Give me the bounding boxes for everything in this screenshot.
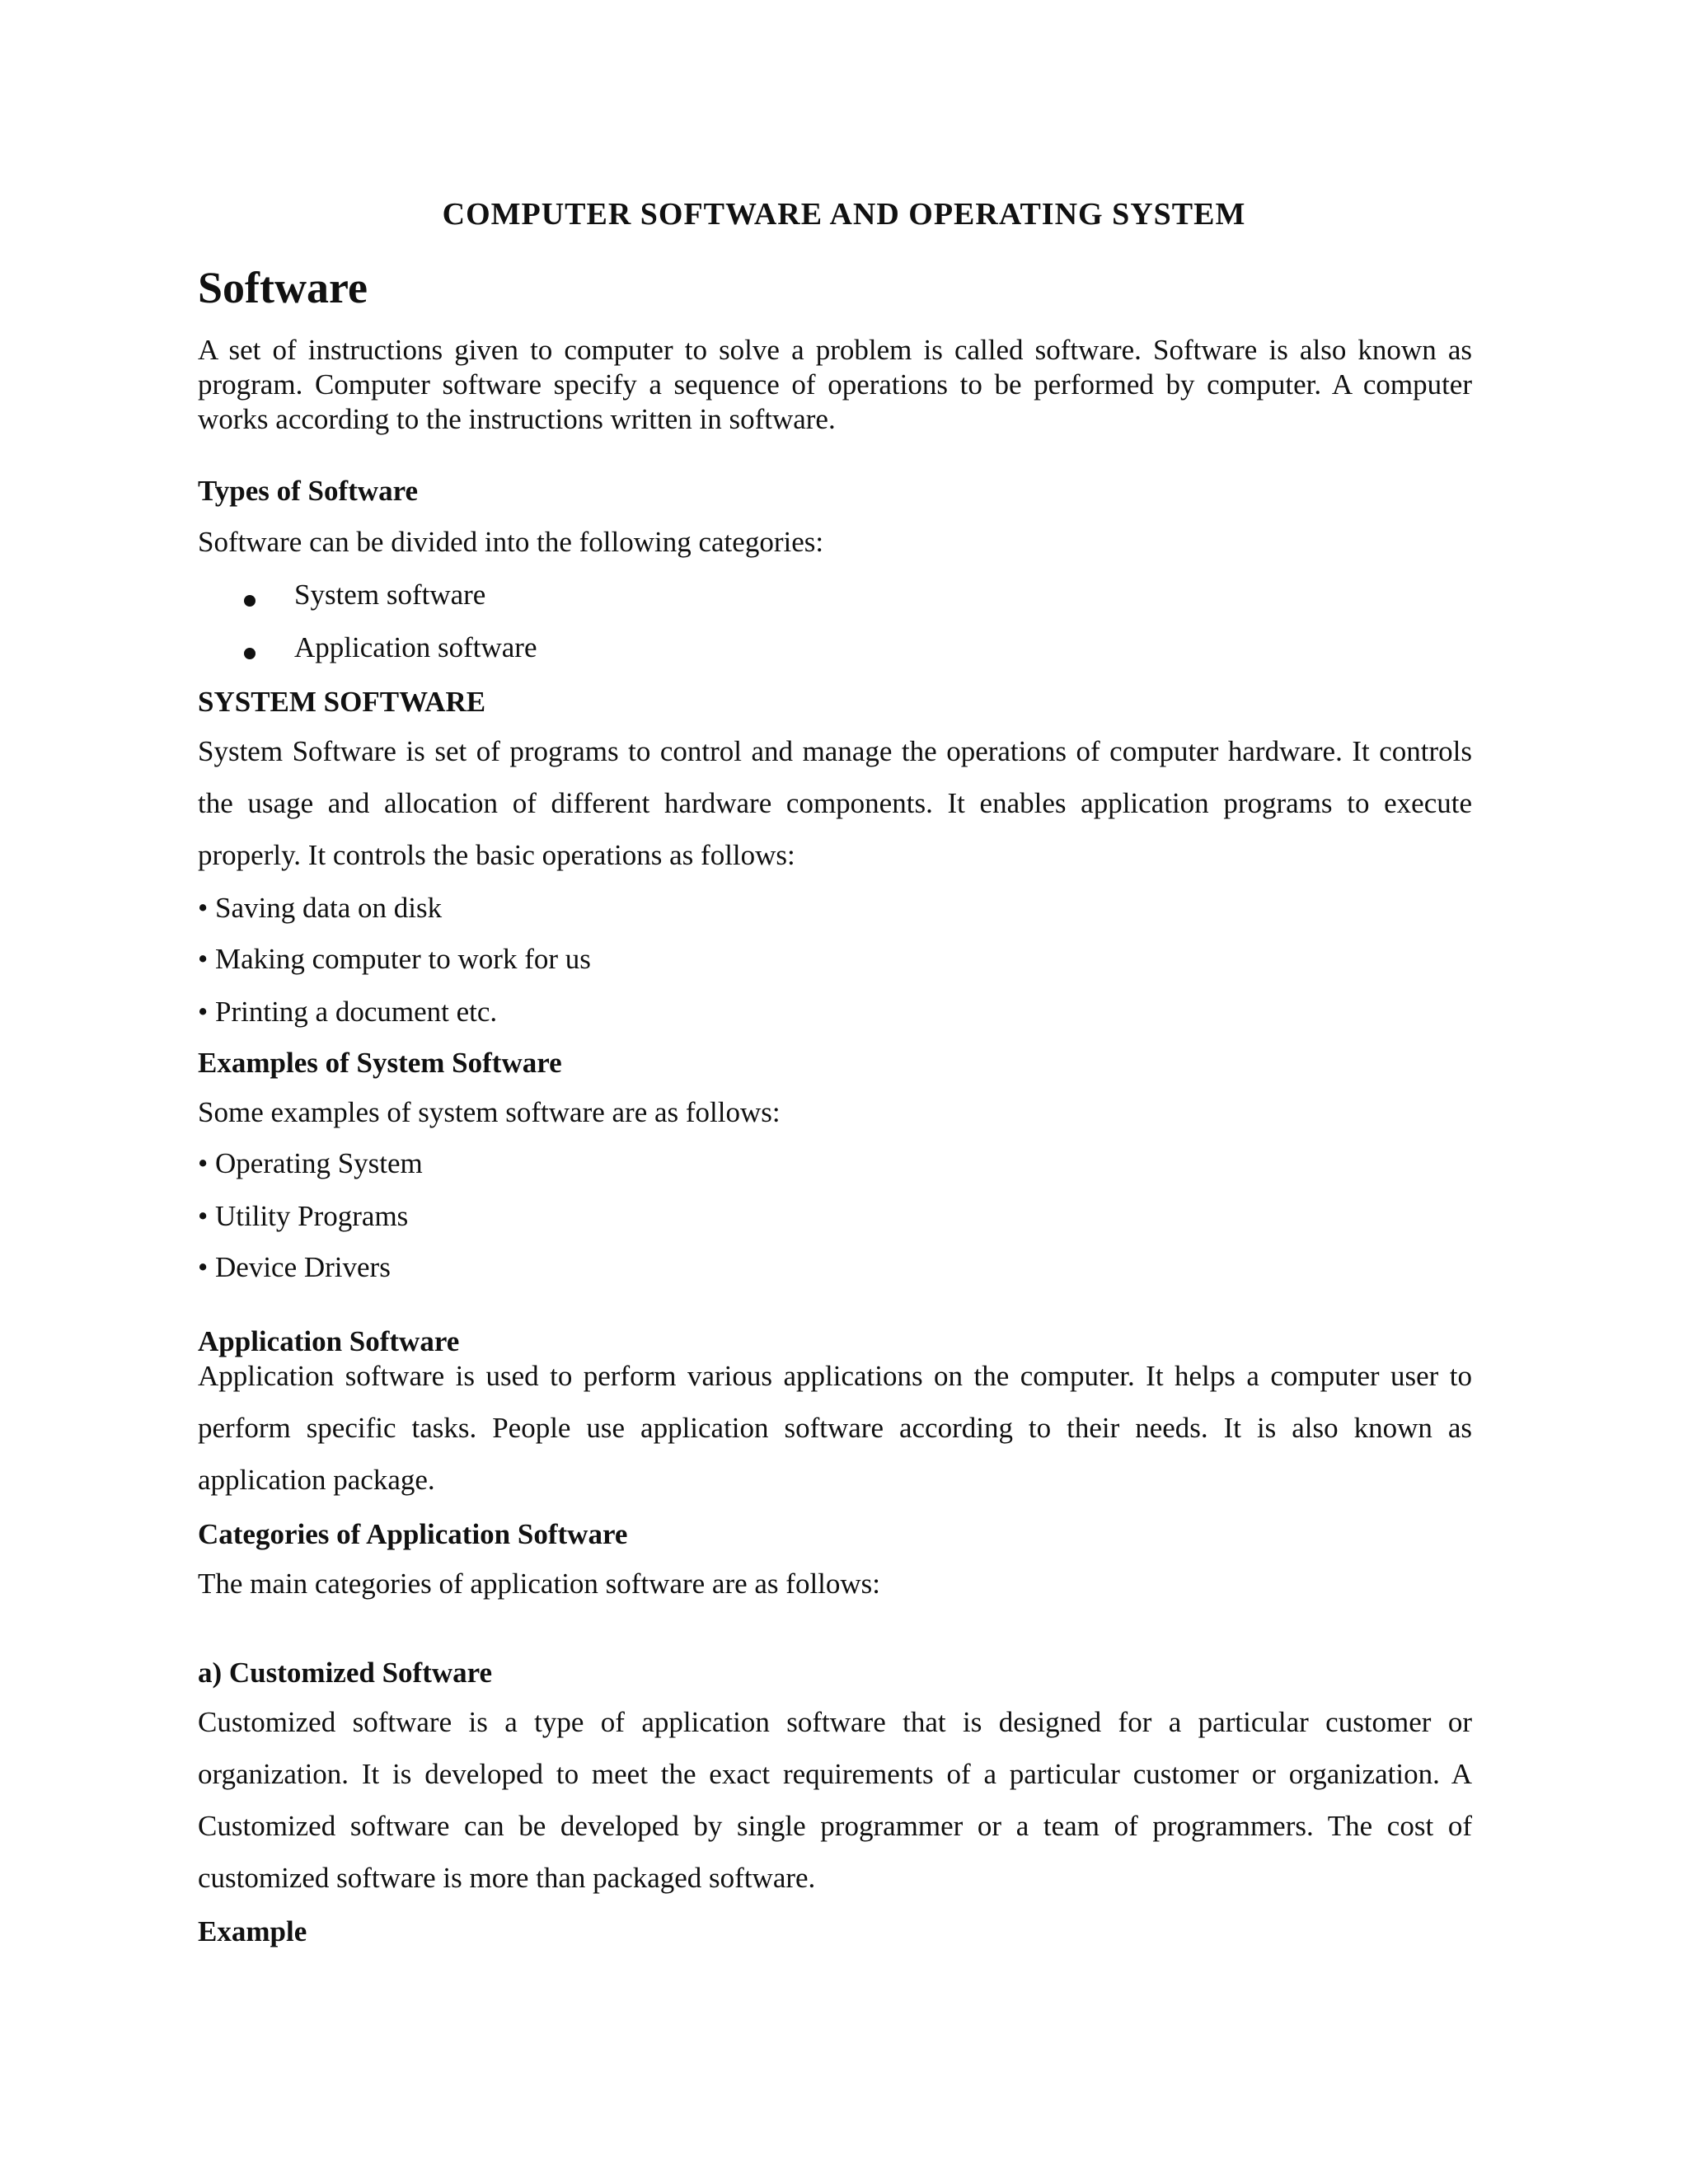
system-software-paragraph: System Software is set of programs to control and manage the operations of computer hardware. It controls the usage and allocation of different hardware components. It enables application programs to execute properly. It controls the basic operations as follows:	[198, 735, 1472, 871]
document-title: COMPUTER SOFTWARE AND OPERATING SYSTEM	[442, 197, 1246, 232]
bullet-icon	[244, 648, 256, 659]
list-item: Application software	[294, 631, 537, 663]
list-item: • Making computer to work for us	[198, 943, 591, 975]
bullet-icon	[244, 595, 256, 607]
list-item: • Device Drivers	[198, 1251, 391, 1283]
application-software-heading: Application Software	[198, 1325, 460, 1357]
system-software-heading: SYSTEM SOFTWARE	[198, 686, 486, 718]
types-of-software-heading: Types of Software	[198, 475, 419, 507]
application-software-paragraph: Application software is used to perform various applications on the computer. It helps a computer user to perform specific tasks. People use application software according to their needs. It is also known as application package.	[198, 1360, 1472, 1496]
list-item: • Printing a document etc.	[198, 996, 498, 1028]
customized-software-paragraph: Customized software is a type of application software that is designed for a particular customer or organization. It is developed to meet the exact requirements of a particular customer or organization. A Customized software can be developed by single programmer or a team of programmers. The cost of customized software is more than packaged software.	[198, 1706, 1472, 1894]
list-item: • Saving data on disk	[198, 892, 443, 924]
application-categories-intro: The main categories of application software are as follows:	[198, 1568, 881, 1600]
application-categories-heading: Categories of Application Software	[198, 1518, 628, 1550]
customized-software-heading: a) Customized Software	[198, 1657, 493, 1689]
list-item: • Operating System	[198, 1147, 423, 1179]
types-intro-text: Software can be divided into the following categories:	[198, 526, 824, 558]
list-item: • Utility Programs	[198, 1200, 409, 1232]
software-intro-paragraph: A set of instructions given to computer to solve a problem is called software. Software is also known as program. Computer software specify a sequence of operations to be performed by computer. A computer works according to the instructions written in software.	[198, 334, 1472, 435]
example-heading: Example	[198, 1915, 307, 1947]
software-heading: Software	[198, 263, 368, 312]
system-examples-intro: Some examples of system software are as follows:	[198, 1096, 781, 1128]
list-item: System software	[294, 579, 486, 611]
system-examples-heading: Examples of System Software	[198, 1047, 562, 1079]
